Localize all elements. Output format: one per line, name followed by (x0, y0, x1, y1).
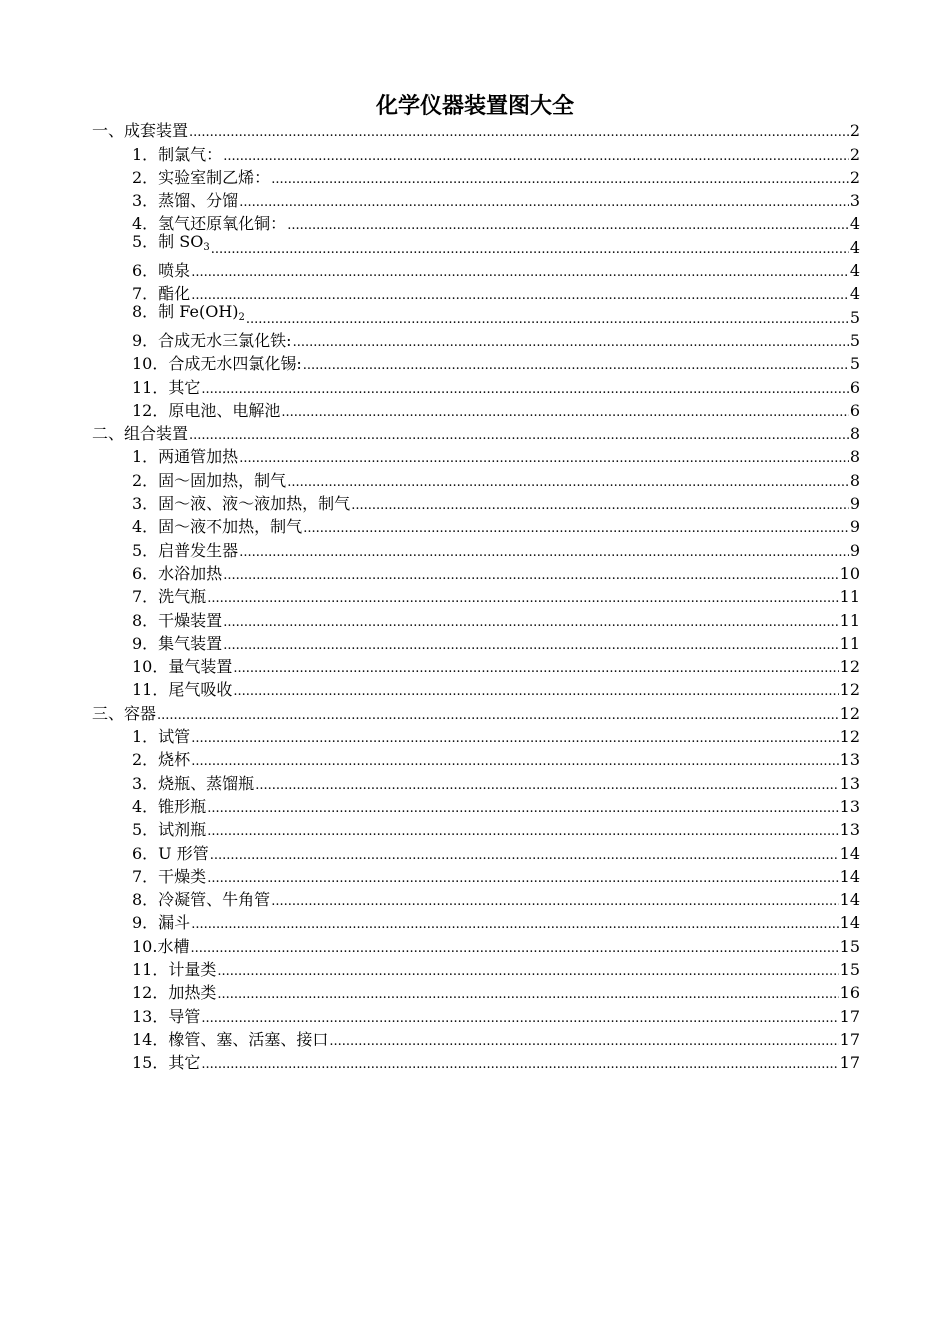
toc-entry-label (132, 680, 232, 700)
toc-entry-label (132, 983, 216, 1003)
toc-entry[interactable] (92, 561, 860, 584)
toc-page-number: 15 (839, 936, 860, 956)
toc-entry-text: 4．锥形瓶 (132, 796, 207, 816)
toc-entry[interactable] (92, 887, 860, 910)
dot-leader (303, 521, 849, 537)
dot-leader (207, 591, 838, 607)
toc-entry-label (132, 820, 206, 840)
toc-page-number: 11 (839, 587, 860, 607)
toc-entry-text: 4．固～液不加热，制气 (132, 517, 303, 537)
toc-entry-label (132, 168, 270, 188)
toc-page-number: 14 (839, 890, 860, 910)
toc-entry[interactable] (92, 864, 860, 887)
toc-entry-label (132, 774, 254, 794)
dot-leader (217, 964, 838, 980)
toc-entry[interactable] (92, 584, 860, 607)
dot-leader (191, 917, 838, 933)
toc-page-number: 9 (849, 540, 860, 560)
dot-leader (201, 1057, 838, 1073)
toc-entry-label (132, 844, 209, 864)
toc-entry-label (132, 331, 292, 351)
toc-entry-label (132, 378, 200, 398)
toc-section[interactable] (92, 421, 860, 444)
toc-entry-text: 14．橡管、塞、活塞、接口 (132, 1029, 329, 1049)
toc-page-number: 5 (849, 330, 860, 350)
table-of-contents (92, 118, 860, 1073)
toc-entry-label (132, 750, 190, 770)
toc-entry-text: 6．喷泉 (132, 261, 191, 281)
toc-entry-text: 8．干燥装置 (132, 610, 223, 630)
dot-leader (255, 778, 838, 794)
toc-page-number: 12 (839, 727, 860, 747)
toc-entry-text: 5．启普发生器 (132, 540, 239, 560)
toc-entry-text: 三、容器 (92, 703, 157, 723)
toc-page-number: 17 (839, 1006, 860, 1026)
toc-page-number: 2 (849, 167, 860, 187)
toc-entry[interactable] (92, 957, 860, 980)
dot-leader (157, 708, 839, 724)
toc-page-number: 4 (849, 261, 860, 281)
toc-entry[interactable] (92, 910, 860, 933)
toc-entry[interactable] (92, 398, 860, 421)
dot-leader (210, 848, 839, 864)
toc-page-number: 8 (849, 424, 860, 444)
toc-entry[interactable] (92, 747, 860, 770)
dot-leader (233, 661, 838, 677)
toc-entry-text: 11．尾气吸收 (132, 680, 233, 700)
toc-page-number: 13 (839, 750, 860, 770)
toc-entry-label (132, 657, 232, 677)
toc-section[interactable] (92, 118, 860, 141)
toc-entry-text: 5．试剂瓶 (132, 820, 207, 840)
toc-entry-label (132, 1007, 200, 1027)
toc-page-number: 5 (849, 307, 860, 327)
toc-entry-label (132, 611, 222, 631)
toc-entry-text: 5．制 SO (132, 231, 204, 251)
toc-entry-label (132, 471, 286, 491)
dot-leader (223, 638, 838, 654)
toc-entry-label (92, 424, 188, 444)
toc-entry-label (132, 354, 302, 374)
toc-entry-text: 7．干燥类 (132, 866, 207, 886)
toc-entry-text: 10．量气装置 (132, 657, 233, 677)
toc-entry-label (132, 401, 280, 421)
toc-entry[interactable] (92, 231, 860, 257)
toc-entry[interactable] (92, 654, 860, 677)
toc-entry[interactable] (92, 677, 860, 700)
subscript: 2 (238, 311, 245, 323)
toc-entry-label (132, 191, 238, 211)
toc-entry[interactable] (92, 980, 860, 1003)
toc-entry-text: 3．烧瓶、蒸馏瓶 (132, 773, 255, 793)
toc-page-number: 4 (849, 237, 860, 257)
toc-entry[interactable] (92, 188, 860, 211)
toc-entry-text: 9．漏斗 (132, 913, 191, 933)
dot-leader (217, 987, 838, 1003)
toc-entry[interactable] (92, 607, 860, 630)
dot-leader (239, 545, 849, 561)
toc-entry-label (132, 145, 222, 165)
toc-entry[interactable] (92, 141, 860, 164)
toc-entry-label (132, 541, 238, 561)
toc-page-number: 2 (849, 144, 860, 164)
dot-leader (351, 498, 849, 514)
toc-page-number: 6 (849, 400, 860, 420)
toc-entry[interactable] (92, 770, 860, 793)
dot-leader (303, 358, 849, 374)
toc-entry-label (132, 1053, 200, 1073)
toc-entry[interactable] (92, 444, 860, 467)
toc-entry-label (132, 867, 206, 887)
page-title: 化学仪器装置图大全 (375, 94, 574, 119)
dot-leader (287, 218, 849, 234)
toc-page-number: 2 (849, 121, 860, 141)
toc-entry[interactable] (92, 794, 860, 817)
toc-entry[interactable] (92, 1050, 860, 1073)
dot-leader (211, 242, 849, 258)
dot-leader (189, 125, 849, 141)
toc-page-number: 13 (839, 820, 860, 840)
toc-entry-text: 12．加热类 (132, 983, 217, 1003)
toc-entry-label (132, 634, 222, 654)
toc-entry[interactable] (92, 631, 860, 654)
toc-page-number: 14 (839, 913, 860, 933)
dot-leader (329, 1034, 838, 1050)
toc-entry-text: 6．水浴加热 (132, 563, 223, 583)
toc-entry[interactable] (92, 374, 860, 397)
toc-entry-text: 4．氢气还原氧化铜： (132, 214, 287, 234)
dot-leader (207, 871, 838, 887)
toc-entry-text: 15．其它 (132, 1053, 201, 1073)
toc-entry-text: 1．试管 (132, 727, 191, 747)
toc-page-number: 9 (849, 517, 860, 537)
toc-entry[interactable] (92, 328, 860, 351)
toc-entry[interactable] (92, 933, 860, 956)
toc-entry-text: 1．两通管加热 (132, 447, 239, 467)
dot-leader (239, 451, 849, 467)
toc-entry[interactable] (92, 537, 860, 560)
toc-entry-text: 8．制 Fe(OH) (132, 301, 239, 321)
toc-page-number: 17 (839, 1029, 860, 1049)
toc-entry[interactable] (92, 351, 860, 374)
toc-page-number: 12 (839, 657, 860, 677)
toc-page-number: 8 (849, 470, 860, 490)
toc-page-number: 5 (849, 354, 860, 374)
toc-entry-label (132, 937, 189, 957)
toc-entry[interactable] (92, 301, 860, 327)
toc-entry-text: 9．集气装置 (132, 633, 223, 653)
dot-leader (223, 149, 849, 165)
toc-entry[interactable] (92, 1027, 860, 1050)
toc-entry-text: 2．烧杯 (132, 750, 191, 770)
toc-entry-text: 6．U 形管 (132, 843, 209, 863)
toc-page-number: 4 (849, 284, 860, 304)
toc-entry-label (132, 890, 270, 910)
toc-page-number: 11 (839, 610, 860, 630)
toc-entry[interactable] (92, 817, 860, 840)
toc-page-number: 10 (839, 563, 860, 583)
toc-entry-text: 13．导管 (132, 1006, 201, 1026)
toc-entry-text: 7．洗气瓶 (132, 587, 207, 607)
dot-leader (191, 288, 849, 304)
dot-leader (239, 195, 849, 211)
toc-entry-label (132, 261, 190, 281)
dot-leader (233, 684, 838, 700)
toc-entry-text: 10．合成无水四氯化锡: (132, 354, 302, 374)
toc-entry-label (132, 517, 302, 537)
toc-entry-text: 9．合成无水三氯化铁: (132, 330, 292, 350)
dot-leader (281, 405, 848, 421)
toc-entry-label (132, 587, 206, 607)
toc-entry-text: 一、成套装置 (92, 121, 189, 141)
toc-entry-label (132, 302, 245, 328)
toc-page-number: 15 (839, 959, 860, 979)
toc-entry-label (132, 727, 190, 747)
toc-entry-label (132, 232, 210, 258)
toc-page-number: 14 (839, 843, 860, 863)
toc-entry-label (132, 913, 190, 933)
toc-entry-label (92, 704, 156, 724)
toc-entry-text: 1．制氯气： (132, 144, 223, 164)
toc-entry-text: 8．冷凝管、牛角管 (132, 890, 271, 910)
toc-page-number: 16 (839, 983, 860, 1003)
toc-page-number: 13 (839, 773, 860, 793)
toc-entry[interactable] (92, 840, 860, 863)
dot-leader (191, 754, 838, 770)
dot-leader (201, 382, 848, 398)
toc-page-number: 12 (839, 680, 860, 700)
toc-page-number: 17 (839, 1053, 860, 1073)
toc-entry-label (92, 121, 188, 141)
toc-page-number: 3 (849, 191, 860, 211)
toc-entry-text: 2．固～固加热，制气 (132, 470, 287, 490)
dot-leader (191, 265, 849, 281)
toc-entry-text: 12．原电池、电解池 (132, 400, 281, 420)
toc-page-number: 14 (839, 866, 860, 886)
toc-entry-text: 10.水槽 (132, 936, 190, 956)
toc-section[interactable] (92, 700, 860, 723)
toc-page-number: 9 (849, 494, 860, 514)
toc-page-number: 13 (839, 796, 860, 816)
toc-page-number: 12 (839, 703, 860, 723)
toc-entry[interactable] (92, 165, 860, 188)
toc-entry-text: 7．酯化 (132, 284, 191, 304)
toc-entry[interactable] (92, 514, 860, 537)
toc-entry[interactable] (92, 491, 860, 514)
toc-entry-label (132, 447, 238, 467)
toc-entry-text: 3．固～液、液～液加热，制气 (132, 494, 351, 514)
dot-leader (293, 335, 849, 351)
toc-entry-text: 3．蒸馏、分馏 (132, 191, 239, 211)
toc-entry-label (132, 564, 222, 584)
toc-entry-label (132, 1030, 328, 1050)
dot-leader (207, 824, 838, 840)
dot-leader (207, 801, 838, 817)
dot-leader (191, 731, 838, 747)
toc-entry-text: 11．计量类 (132, 959, 217, 979)
toc-entry[interactable] (92, 1003, 860, 1026)
toc-entry-label (132, 797, 206, 817)
toc-page-number: 8 (849, 447, 860, 467)
toc-entry-text: 2．实验室制乙烯： (132, 167, 271, 187)
subscript: 3 (203, 241, 210, 253)
toc-entry[interactable] (92, 467, 860, 490)
dot-leader (189, 428, 849, 444)
dot-leader (271, 172, 849, 188)
toc-entry-label (132, 960, 216, 980)
toc-entry[interactable] (92, 258, 860, 281)
dot-leader (223, 568, 838, 584)
toc-page-number: 11 (839, 633, 860, 653)
dot-leader (271, 894, 838, 910)
toc-page-number: 6 (849, 377, 860, 397)
toc-entry-label (132, 494, 350, 514)
dot-leader (287, 475, 849, 491)
dot-leader (190, 941, 838, 957)
toc-entry[interactable] (92, 724, 860, 747)
toc-entry-text: 二、组合装置 (92, 424, 189, 444)
dot-leader (201, 1011, 838, 1027)
toc-entry-text: 11．其它 (132, 377, 201, 397)
dot-leader (246, 312, 849, 328)
toc-page-number: 4 (849, 214, 860, 234)
dot-leader (223, 615, 838, 631)
